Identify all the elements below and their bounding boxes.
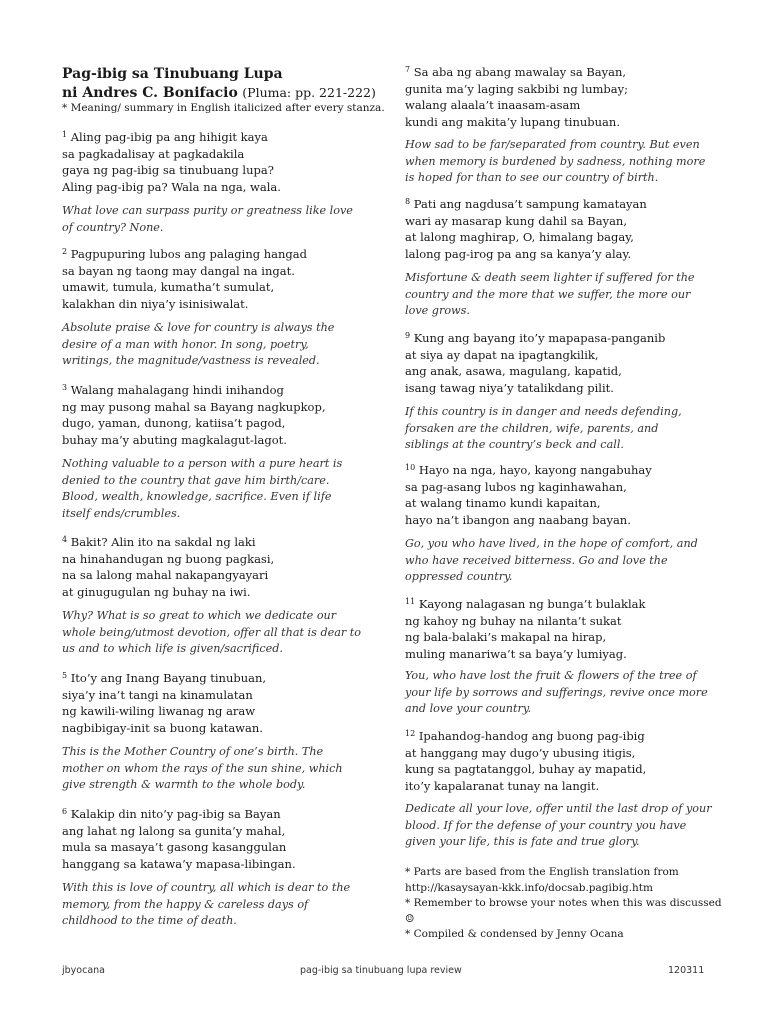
footnote: * Compiled & condensed by Jenny Ocana: [405, 928, 624, 940]
stanza: [405, 196, 647, 262]
stanza: [405, 64, 628, 130]
author-line: [62, 84, 376, 102]
stanza-line: dugo, yaman, dunong, katiisa’t pagod,: [62, 416, 286, 430]
stanza-number: 5: [62, 671, 68, 680]
stanza-line: wari ay masarap kung dahil sa Bayan,: [405, 213, 627, 228]
stanza-line: Ito’y ang Inang Bayang tinubuan,: [70, 671, 267, 685]
stanza-line: ang anak, asawa, magulang, kapatid,: [405, 364, 622, 378]
stanza-meaning: What love can surpass purity or greatness like love of country? None.: [62, 204, 353, 234]
stanza-line: at siya ay dapat na ipagtangkilik,: [405, 347, 599, 362]
stanza-line: kung sa pagtatanggol, buhay ay mapatid,: [405, 762, 647, 776]
stanza-line: ng may pusong mahal sa Bayang nagkupkop,: [62, 399, 326, 414]
stanza-line: Pati ang nagdusa’t sampung kamatayan: [413, 197, 647, 211]
stanza: [405, 596, 646, 662]
stanza-line: Ipahandog-handog ang buong pag-ibig: [418, 729, 645, 743]
stanza-number: 3: [62, 383, 68, 392]
stanza-line: Walang mahalagang hindi inihandog: [70, 383, 284, 397]
stanza-line: isang tawag niya’y tatalikdang pilit.: [405, 380, 614, 395]
stanza-meaning: This is the Mother Country of one’s birth. The mother on whom the rays of the sun shine, which give strength & warmth to the whole body.: [62, 745, 343, 791]
stanza-line: nagbibigay-init sa buong katawan.: [62, 720, 263, 735]
stanza-meaning: Nothing valuable to a person with a pure heart is denied to the country that gave him birth/care. Blood, wealth, knowledge, sacrifice. Even if life itself ends/crumbles.: [62, 457, 343, 520]
stanza: [405, 462, 652, 528]
stanza-line: Kalakip din nito’y pag-ibig sa Bayan: [70, 807, 281, 821]
stanza-line: kalakhan din niya’y isinisiwalat.: [62, 296, 249, 311]
stanza-line: at hanggang may dugo’y ubusing itigis,: [405, 745, 636, 760]
footnote-link[interactable]: http://kasaysayan-kkk.info/docsab.pagibig.htm: [405, 881, 653, 894]
stanza-line: ng kahoy ng buhay na nilanta’t sukat: [405, 613, 622, 628]
stanza-number: 4: [62, 535, 68, 544]
stanza-line: Bakit? Alin ito na sakdal ng laki: [70, 535, 256, 549]
stanza-line: ng bala-balaki’s makapal na hirap,: [405, 630, 607, 644]
stanza-line: lalong pag-irog pa ang sa kanya’y alay.: [405, 246, 632, 261]
pluma-reference: (Pluma: pp. 221-222): [242, 85, 376, 100]
stanza-line: at walang tinamo kundi kapaitan,: [405, 496, 601, 510]
stanza-meaning: Misfortune & death seem lighter if suffered for the country and the more that we suffer, the more our love grows.: [405, 271, 695, 317]
stanza-line: Kung ang bayang ito’y mapapasa-panganib: [413, 331, 666, 345]
stanza-line: at ginugugulan ng buhay na iwi.: [62, 584, 251, 599]
stanza: [62, 670, 266, 736]
stanza-number: 1: [62, 130, 68, 139]
italic-note: * Meaning/ summary in English italicized after every stanza.: [62, 102, 385, 114]
stanza-line: buhay ma’y abuting magkalagut-lagot.: [62, 432, 287, 447]
stanza-line: Sa aba ng abang mawalay sa Bayan,: [413, 65, 627, 79]
stanza-meaning: If this country is in danger and needs defending, forsaken are the children, wife, parents, and siblings at the country’s beck and call.: [405, 405, 682, 451]
stanza: [62, 129, 281, 195]
stanza-line: ng kawili-wiling liwanag ng araw: [62, 704, 256, 718]
stanza-line: sa bayan ng taong may dangal na ingat.: [62, 263, 295, 278]
footnote: * Parts are based from the English translation from: [405, 866, 679, 878]
stanza: [62, 806, 296, 872]
footnote: * Remember to browse your notes when this was discussed ☺: [405, 897, 722, 925]
footnotes: [405, 865, 725, 943]
stanza-line: na sa lalong mahal nakapangyayari: [62, 568, 269, 582]
stanza-line: sa pagkadalisay at pagkadakila: [62, 146, 245, 161]
stanza-line: mula sa masaya’t gasong kasanggulan: [62, 840, 287, 854]
stanza-line: at lalong maghirap, O, himalang bagay,: [405, 230, 634, 244]
stanza-line: hayo na’t ibangon ang naabang bayan.: [405, 512, 631, 527]
stanza-number: 6: [62, 807, 68, 816]
stanza-number: 10: [405, 463, 416, 472]
stanza-line: umawit, tumula, kumatha’t sumulat,: [62, 280, 275, 294]
stanza: [62, 246, 307, 312]
stanza-line: gaya ng pag-ibig sa tinubuang lupa?: [62, 163, 274, 177]
stanza-line: siya’y ina’t tangi na kinamulatan: [62, 687, 253, 702]
page-title: Pag-ibig sa Tinubuang Lupa: [62, 66, 283, 82]
stanza-line: Pagpupuring lubos ang palaging hangad: [70, 247, 307, 261]
stanza-meaning: How sad to be far/separated from country. But even when memory is burdened by sadness, nothing more is hoped for than to see our country of birth.: [405, 138, 706, 184]
stanza-line: muling manariwa’t sa baya’y lumiyag.: [405, 646, 627, 661]
stanza-meaning: Go, you who have lived, in the hope of comfort, and who have received bitterness. Go and love the oppressed country.: [405, 537, 698, 583]
stanza-meaning: Why? What is so great to which we dedicate our whole being/utmost devotion, offer all that is dear to us and to which life is given/sacrificed.: [62, 609, 362, 655]
stanza-line: Kayong nalagasan ng bunga’t bulaklak: [418, 597, 646, 611]
stanza-number: 2: [62, 247, 68, 256]
stanza-meaning: You, who have lost the fruit & flowers of the tree of your life by sorrows and sufferings, revive once more and love your country.: [405, 669, 708, 715]
stanza: [62, 534, 274, 600]
stanza-line: walang alaala’t inaasam-asam: [405, 98, 581, 112]
stanza-line: hanggang sa katawa’y mapasa-libingan.: [62, 856, 296, 871]
stanza-line: na hinahandugan ng buong pagkasi,: [62, 551, 275, 566]
footer-author: jbyocana: [62, 965, 105, 976]
stanza-line: Aling pag-ibig pa? Wala na nga, wala.: [62, 179, 281, 194]
stanza-line: ang lahat ng lalong sa gunita’y mahal,: [62, 823, 286, 838]
stanza: [405, 330, 665, 396]
stanza-number: 11: [405, 597, 416, 606]
stanza-line: sa pag-asang lubos ng kaginhawahan,: [405, 479, 627, 494]
stanza-number: 9: [405, 331, 411, 340]
stanza: [405, 728, 646, 794]
stanza-line: gunita ma’y laging sakbibi ng lumbay;: [405, 81, 629, 96]
footer-title: pag-ibig sa tinubuang lupa review: [300, 965, 462, 976]
stanza-line: ito’y kapalaranat tunay na langit.: [405, 778, 600, 793]
stanza-line: kundi ang makita’y lupang tinubuan.: [405, 114, 620, 129]
author-name: ni Andres C. Bonifacio: [62, 85, 238, 101]
stanza: [62, 382, 325, 448]
stanza-meaning: With this is love of country, all which is dear to the memory, from the happy & careless days of childhood to the time of death.: [62, 881, 351, 927]
stanza-number: 12: [405, 729, 416, 738]
stanza-meaning: Absolute praise & love for country is always the desire of a man with honor. In song, poetry, writings, the magnitude/vastness is revealed.: [62, 321, 335, 367]
stanza-meaning: Dedicate all your love, offer until the last drop of your blood. If for the defense of your country you have given your life, this is fate and true glory.: [405, 802, 712, 848]
stanza-number: 7: [405, 65, 411, 74]
footer-date: 120311: [668, 965, 705, 976]
stanza-number: 8: [405, 197, 411, 206]
stanza-line: Aling pag-ibig pa ang hihigit kaya: [70, 130, 268, 144]
stanza-line: Hayo na nga, hayo, kayong nangabuhay: [418, 463, 652, 477]
